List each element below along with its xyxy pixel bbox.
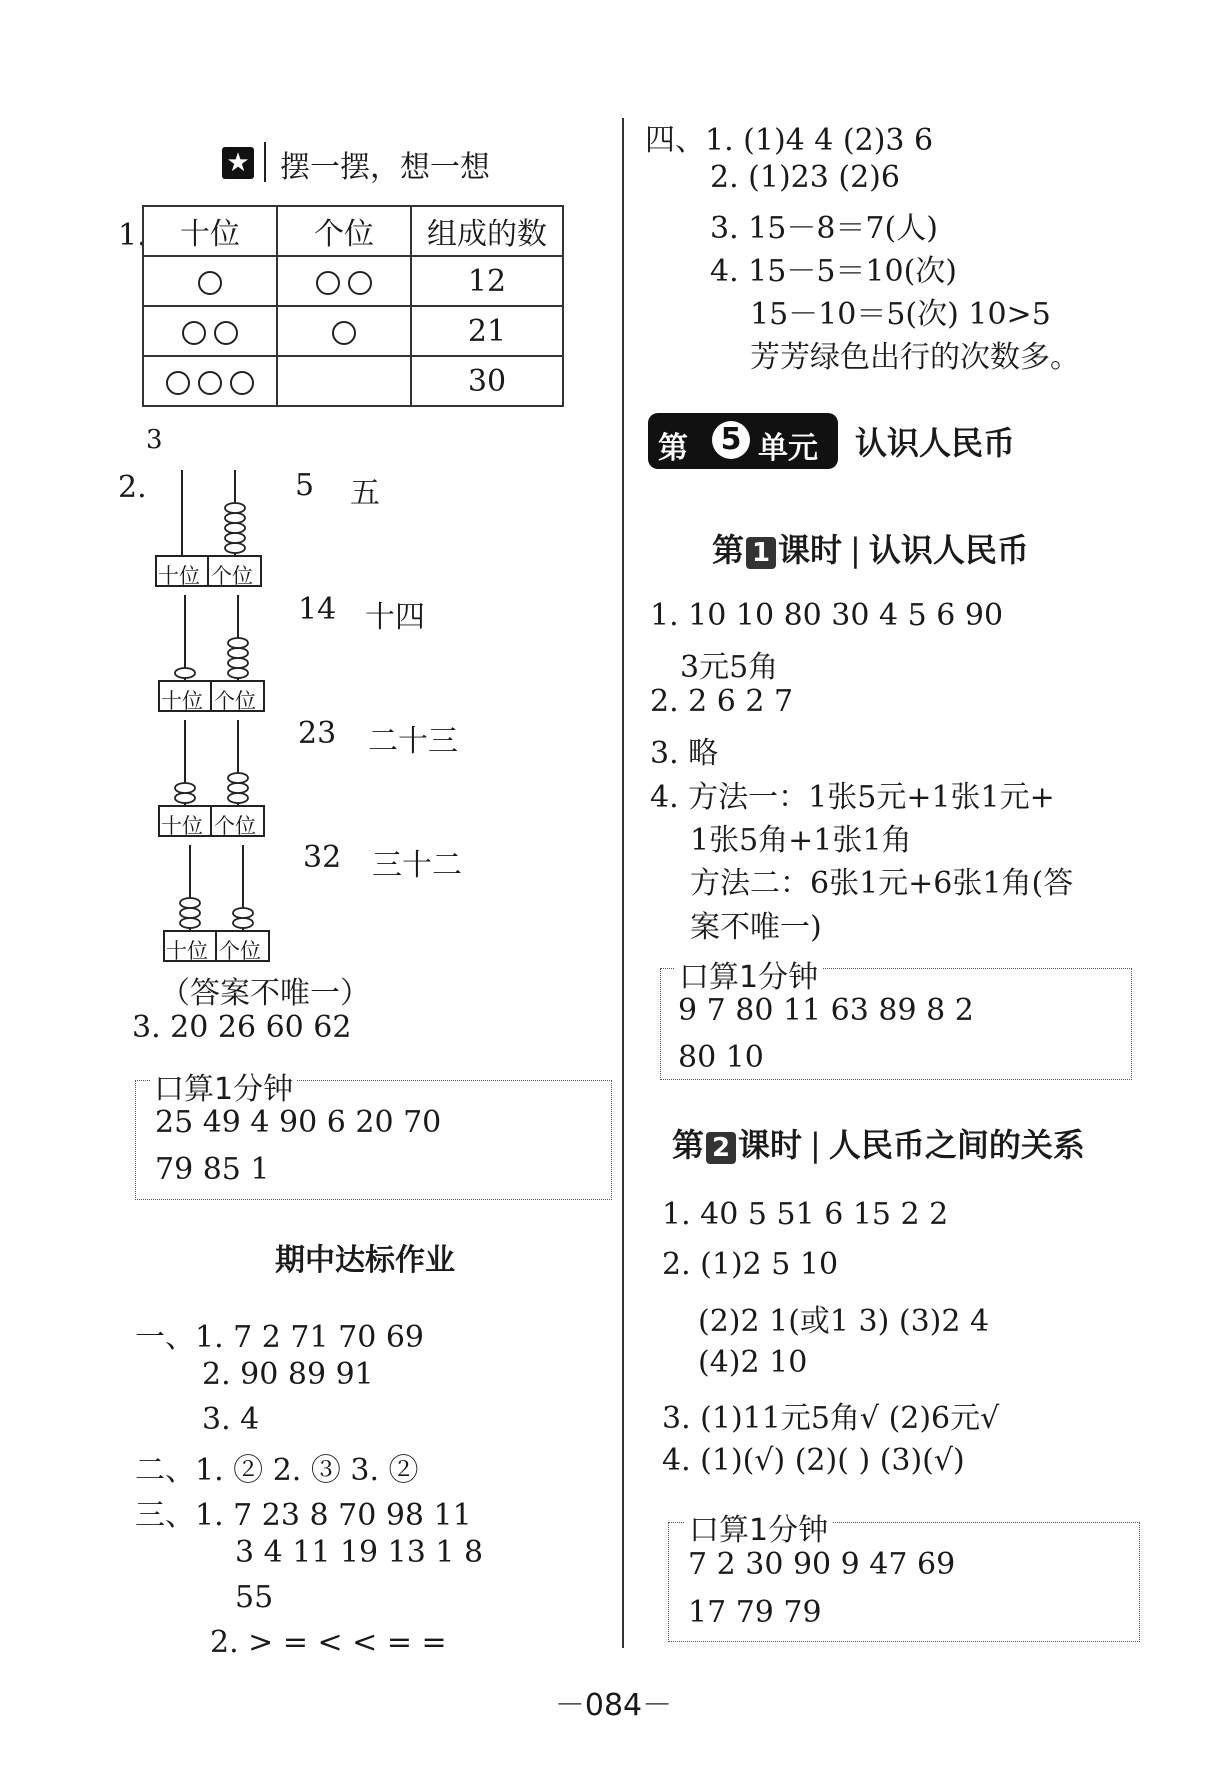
q2-item-cn: 二十三	[368, 724, 458, 759]
mid-line: 三、1. 7 23 8 70 98 11	[135, 1498, 472, 1533]
l1-line: 1张5角+1张1角	[690, 823, 912, 858]
q2-item-num: 32	[303, 840, 342, 875]
place-value-table	[142, 205, 564, 407]
ones-cell	[277, 306, 411, 356]
mid-line: 55	[235, 1580, 274, 1615]
number-cell: 21	[411, 306, 563, 356]
title-divider	[264, 142, 266, 182]
header-ones: 个位	[277, 206, 411, 256]
mid-line: 2. > = < < = =	[210, 1625, 447, 1660]
page-number: －084－	[554, 1688, 673, 1723]
oral-line: 25 49 4 90 6 20 70	[155, 1105, 442, 1140]
q2-note: （答案不唯一）	[160, 976, 370, 1011]
mid-line: 2. 90 89 91	[202, 1357, 374, 1392]
q3-answer: 3. 20 26 60 62	[132, 1010, 352, 1045]
oral-line: 79 85 1	[155, 1152, 270, 1187]
mid-line: 二、1. ② 2. ③ 3. ②	[135, 1453, 419, 1488]
abacus-23: 十位 个位	[158, 720, 268, 840]
unit-badge: 第 5 单元	[648, 413, 838, 469]
ones-cell	[277, 356, 411, 406]
r-line: 芳芳绿色出行的次数多。	[750, 340, 1080, 375]
r-line: 4. 15－5＝10(次)	[710, 254, 958, 289]
tens-cell	[143, 256, 277, 306]
q1-extra: 3	[146, 425, 163, 455]
oral-title-3: 口算1分钟	[685, 1505, 832, 1549]
oral-title-2: 口算1分钟	[675, 952, 822, 996]
r-line: 15－10＝5(次) 10>5	[750, 297, 1051, 332]
oral-line: 17 79 79	[688, 1595, 822, 1630]
l2-line: 2. (1)2 5 10	[662, 1247, 839, 1282]
q2-item-num: 14	[298, 592, 337, 627]
oral-line: 7 2 30 90 9 47 69	[688, 1547, 956, 1582]
l2-line: 1. 40 5 51 6 15 2 2	[662, 1197, 949, 1232]
q2-item-cn: 三十二	[372, 848, 462, 883]
l1-line: 方法二：6张1元+6张1角(答	[690, 866, 1074, 901]
abacus-14: 十位 个位	[158, 595, 268, 715]
abacus-32: 十位 个位	[163, 845, 273, 965]
midterm-title: 期中达标作业	[275, 1243, 455, 1278]
oral-title-1: 口算1分钟	[150, 1064, 297, 1108]
l2-line: (2)2 1(或1 3) (3)2 4	[698, 1304, 990, 1339]
oral-line: 80 10	[678, 1040, 764, 1075]
header-tens: 十位	[143, 206, 277, 256]
r-line: 2. (1)23 (2)6	[710, 160, 900, 195]
star-icon: ★	[222, 147, 254, 179]
l1-line: 案不唯一)	[690, 910, 822, 945]
unit-number: 5	[712, 421, 750, 459]
q1-label: 1.	[118, 218, 147, 253]
table-row	[143, 306, 563, 356]
lesson1-heading: 第 1 课时 | 认识人民币	[712, 531, 1029, 569]
l1-line: 4. 方法一：1张5元+1张1元+	[650, 780, 1055, 815]
l1-line: 3. 略	[650, 736, 719, 771]
header-number: 组成的数	[411, 206, 563, 256]
ones-cell	[277, 256, 411, 306]
l2-line: (4)2 10	[698, 1345, 808, 1380]
abacus-5: 十位 个位	[155, 470, 265, 590]
l2-line: 4. (1)(√) (2)( ) (3)(√)	[662, 1443, 965, 1478]
lesson2-heading: 第 2 课时 | 人民币之间的关系	[672, 1126, 1085, 1164]
number-cell: 12	[411, 256, 563, 306]
r-line: 3. 15－8＝7(人)	[710, 211, 938, 246]
number-cell: 30	[411, 356, 563, 406]
q2-label: 2.	[118, 470, 147, 505]
q2-item-num: 23	[298, 716, 337, 751]
table-row	[143, 256, 563, 306]
q2-item-cn: 十四	[365, 600, 425, 635]
mid-line: 3 4 11 19 13 1 8	[235, 1535, 484, 1570]
section-title: 摆一摆，想一想	[280, 150, 490, 185]
mid-line: 3. 4	[202, 1402, 260, 1437]
tens-cell	[143, 306, 277, 356]
r-line: 四、1. (1)4 4 (2)3 6	[645, 123, 934, 158]
l1-line: 2. 2 6 2 7	[650, 684, 794, 719]
q2-item-cn: 五	[350, 476, 380, 511]
mid-line: 一、1. 7 2 71 70 69	[135, 1320, 424, 1355]
column-divider	[622, 118, 624, 1648]
table-row	[143, 356, 563, 406]
q2-item-num: 5	[295, 468, 315, 503]
oral-line: 9 7 80 11 63 89 8 2	[678, 993, 974, 1028]
l1-line: 1. 10 10 80 30 4 5 6 90	[650, 598, 1004, 633]
l2-line: 3. (1)11元5角√ (2)6元√	[662, 1401, 1000, 1436]
l1-line: 3元5角	[680, 650, 779, 685]
unit-title: 认识人民币	[855, 424, 1016, 462]
tens-cell	[143, 356, 277, 406]
